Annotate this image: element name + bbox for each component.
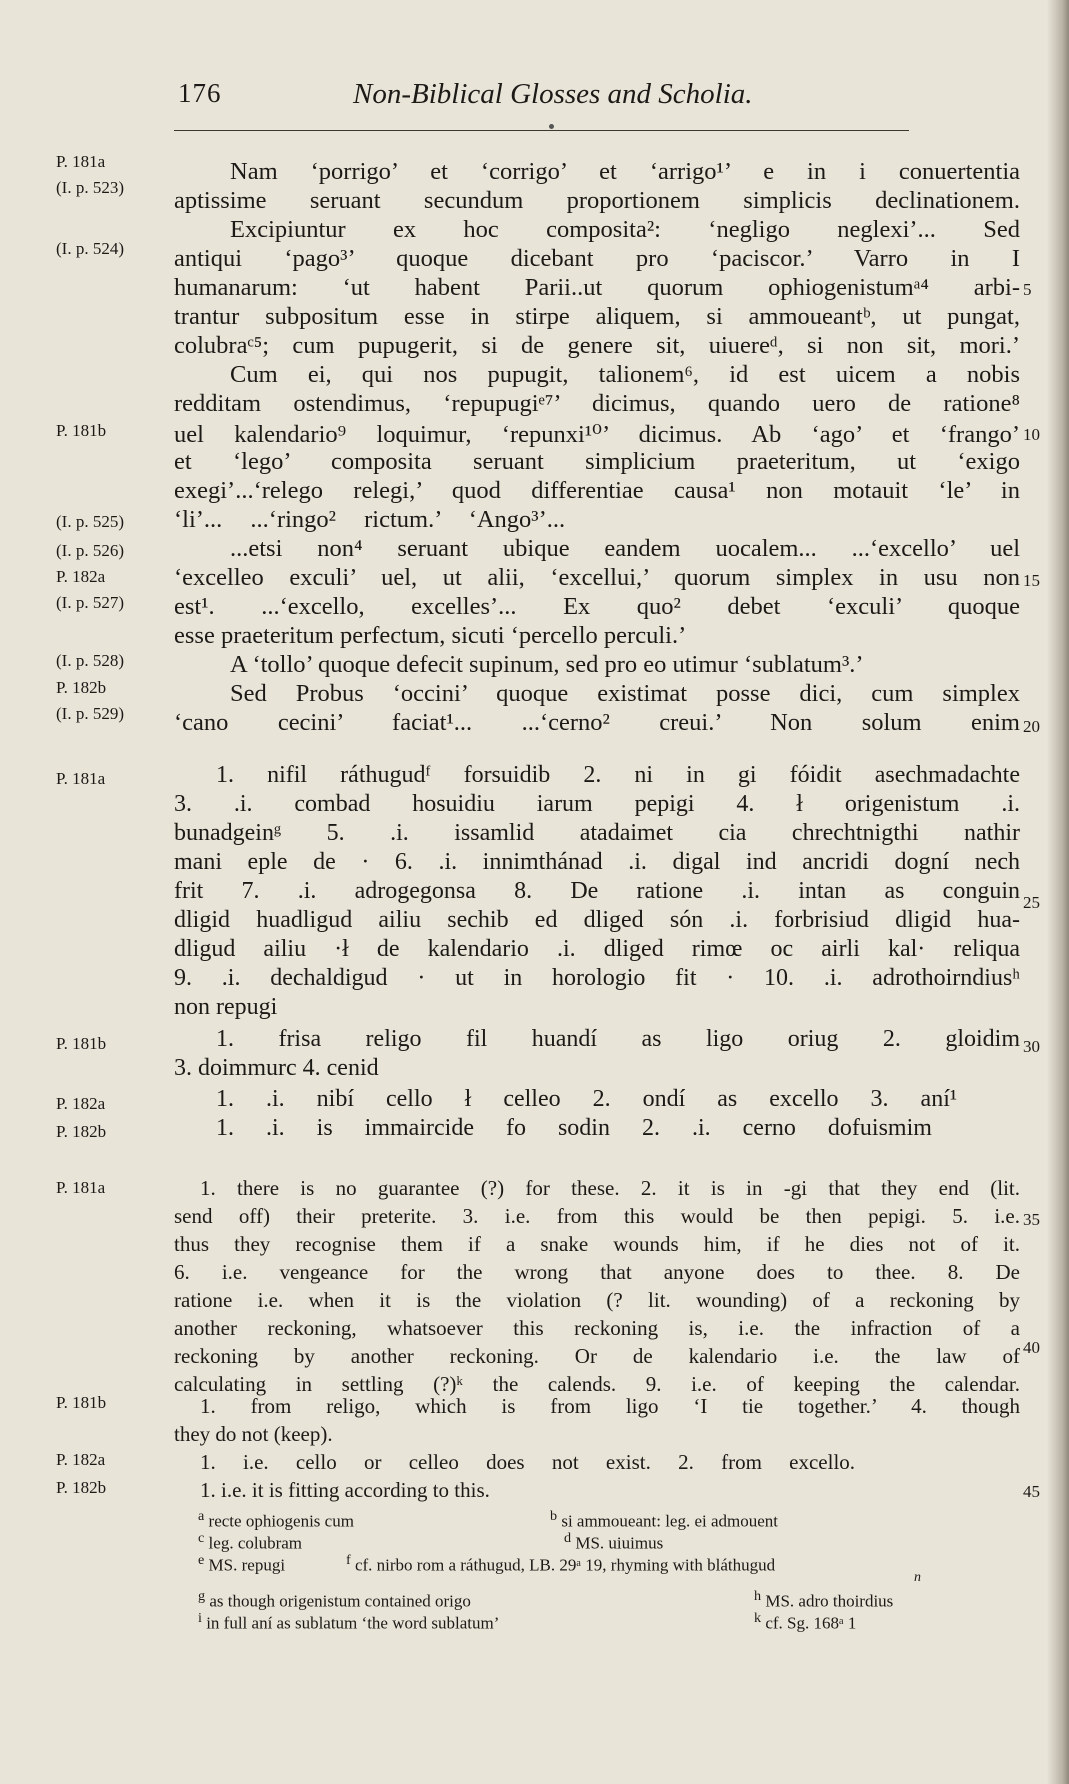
gloss-line: non repugi <box>174 994 278 1020</box>
text-line: trantur subpositum esse in stirpe aliquem, si ammoueantᵇ, ut pungat, <box>174 303 1020 330</box>
footnote-mark: a <box>198 1508 205 1524</box>
page-title: Non-Biblical Glosses and Scholia. <box>353 78 753 110</box>
translation-line: 1. i.e. it is fitting according to this. <box>200 1478 490 1502</box>
text-line: esse praeteritum perfectum, sicuti ‘percello perculi.’ <box>174 622 687 649</box>
footnote-mark: h <box>754 1588 762 1604</box>
gloss-line: 1. frisa religo fil huandí as ligo oriug 2. gloidim <box>216 1026 1020 1052</box>
translation-line: send off) their preterite. 3. i.e. from this would be then pepigi. 5. i.e. <box>174 1204 1020 1228</box>
line-number: 20 <box>1023 717 1040 736</box>
text-line: antiqui ‘pago³’ quoque dicebant pro ‘paciscor.’ Varro in I <box>174 245 1020 272</box>
line-number: 45 <box>1023 1482 1040 1501</box>
line-number: 5 <box>1023 280 1032 299</box>
line-number: 35 <box>1023 1210 1040 1229</box>
margin-ref: (I. p. 527) <box>56 593 124 612</box>
gloss-line: mani eple de · 6. .i. innimthánad .i. digal ind ancridi dogní nech <box>174 849 1020 875</box>
translation-line: ratione i.e. when it is the violation (? lit. wounding) of a reckoning by <box>174 1288 1020 1312</box>
footnote-mark: i <box>198 1610 202 1626</box>
text-line: est¹. ...‘excello, excelles’... Ex quo² debet ‘exculi’ quoque <box>174 593 1020 620</box>
footnote-text: leg. colubram <box>208 1533 303 1553</box>
footnote-mark: k <box>754 1610 762 1626</box>
translation-line: thus they recognise them if a snake wounds him, if he dies not of it. <box>174 1232 1020 1256</box>
translation-line: 1. from religo, which is from ligo ‘I tie together.’ 4. though <box>200 1394 1020 1418</box>
text-line: exegi’...‘relego relegi,’ quod differentiae causa¹ non motauit ‘le’ in <box>174 477 1020 504</box>
footnote-mark: c <box>198 1530 205 1546</box>
text-line: ‘li’... ...‘ringo² rictum.’ ‘Ango³’... <box>174 506 566 533</box>
footnote-h <box>754 1588 893 1612</box>
translation-line: they do not (keep). <box>174 1422 333 1446</box>
footnote-e <box>198 1552 285 1576</box>
line-number: 25 <box>1023 893 1040 912</box>
footnote-text: MS. adro thoirdius <box>765 1591 894 1611</box>
gloss-line: 9. .i. dechaldigud · ut in horologio fit · 10. .i. adrothoirndiusʰ <box>174 965 1020 991</box>
text-line: ‘excelleo exculi’ uel, ut alii, ‘excellui,’ quorum simplex in usu non <box>174 564 1020 591</box>
translation-line: another reckoning, whatsoever this reckoning is, i.e. the infraction of a <box>174 1316 1020 1340</box>
line-number: 15 <box>1023 571 1040 590</box>
margin-ref: (I. p. 523) <box>56 178 124 197</box>
translation-line: 1. i.e. cello or celleo does not exist. 2. from excello. <box>200 1450 856 1474</box>
translation-line: 1. there is no guarantee (?) for these. 2. it is in -gi that they end (lit. <box>200 1176 1020 1200</box>
footnote-text: in full aní as sublatum ‘the word sublatum’ <box>206 1613 500 1633</box>
footnote-text: cf. Sg. 168ᵃ 1 <box>765 1613 857 1633</box>
footnote-mark: d <box>564 1530 572 1546</box>
text-line: et ‘lego’ composita seruant simplicium praeteritum, ut ‘exigo <box>174 448 1020 475</box>
margin-ref: P. 182a <box>56 1450 106 1469</box>
footnote-mark: e <box>198 1552 205 1568</box>
gloss-line: 3. doimmurc 4. cenid <box>174 1055 379 1081</box>
gloss-line: 1. nifil ráthugudᶠ forsuidib 2. ni in gi fóidit asechmadachte <box>216 762 1020 788</box>
header-rule-dot <box>549 124 554 129</box>
footnote-text: cf. nirbo rom a ráthugud, LB. 29ᵃ 19, rhyming with bláthugud <box>354 1555 776 1575</box>
translation-line: reckoning by another reckoning. Or de kalendario i.e. the law of <box>174 1344 1020 1368</box>
footnote-mark: b <box>550 1508 558 1524</box>
text-line: aptissime seruant secundum proportionem simplicis declinationem. <box>174 187 1020 214</box>
margin-ref: P. 181a <box>56 1178 106 1197</box>
running-head <box>178 78 878 118</box>
page-spine-shadow <box>1047 0 1069 1784</box>
gloss-line: frit 7. .i. adrogegonsa 8. De ratione .i. intan as conguin <box>174 878 1020 904</box>
text-line: humanarum: ‘ut habent Parii..ut quorum ophiogenistumᵃ⁴ arbi- <box>174 274 1020 301</box>
footnote-d <box>564 1530 663 1554</box>
margin-ref: (I. p. 526) <box>56 541 124 560</box>
margin-ref: (I. p. 524) <box>56 239 124 258</box>
footnote-text: recte ophiogenis cum <box>208 1511 354 1531</box>
footnote-k <box>754 1610 856 1634</box>
text-line: Cum ei, qui nos pupugit, talionem⁶, id est uicem a nobis <box>230 361 1020 388</box>
text-line: uel kalendario⁹ loquimur, ‘repunxi¹⁰’ dicimus. Ab ‘ago’ et ‘frango’ <box>174 421 1020 448</box>
text-line: Sed Probus ‘occini’ quoque existimat posse dici, cum simplex <box>230 680 1020 707</box>
text-line: ...etsi non⁴ seruant ubique eandem uocalem... ...‘excello’ uel <box>230 535 1020 562</box>
translation-line: calculating in settling (?)ᵏ the calends. 9. i.e. of keeping the calendar. <box>174 1372 1020 1396</box>
margin-ref: (I. p. 525) <box>56 512 124 531</box>
translation-line: 6. i.e. vengeance for the wrong that anyone does to thee. 8. De <box>174 1260 1020 1284</box>
text-line: colubraᶜ⁵; cum pupugerit, si de genere sit, uiuereᵈ, si non sit, mori.’ <box>174 332 1020 359</box>
text-line: redditam ostendimus, ‘repupugiᵉ⁷’ dicimus, quando uero de ratione⁸ <box>174 390 1020 417</box>
text-line: Nam ‘porrigo’ et ‘corrigo’ et ‘arrigo¹’ e in i conuertentia <box>230 158 1020 185</box>
footnote-c <box>198 1530 302 1554</box>
margin-ref: P. 182b <box>56 678 107 697</box>
margin-ref: P. 181b <box>56 421 107 440</box>
margin-ref: P. 182a <box>56 1094 106 1113</box>
margin-ref: P. 182b <box>56 1478 107 1497</box>
footnote-g <box>198 1588 471 1612</box>
margin-ref: P. 181a <box>56 152 106 171</box>
footnote-text: as though origenistum contained origo <box>209 1591 471 1611</box>
text-line: ‘cano cecini’ faciat¹... ...‘cerno² creui.’ Non solum enim <box>174 709 1020 736</box>
margin-ref: P. 182a <box>56 567 106 586</box>
footnote-mark: f <box>346 1552 351 1568</box>
footnote-text: MS. uiuimus <box>575 1533 664 1553</box>
footnote-a <box>198 1508 354 1532</box>
gloss-line: bunadgeinᵍ 5. .i. issamlid atadaimet cia chrechtnigthi nathir <box>174 820 1020 846</box>
footnote-text: si ammoueant: leg. ei admouent <box>561 1511 779 1531</box>
margin-ref: P. 182b <box>56 1122 107 1141</box>
margin-ref: (I. p. 529) <box>56 704 124 723</box>
line-number: 10 <box>1023 425 1040 444</box>
footnote-mark: g <box>198 1588 206 1604</box>
page-number: 176 <box>178 78 222 108</box>
footnote-b <box>550 1508 778 1532</box>
gloss-line: dligid huadligud ailiu sechib ed dliged són .i. forbrisiud dligid hua- <box>174 907 1020 933</box>
gloss-line: dligud ailiu ·ł de kalendario .i. dliged rimœ oc airli kal· reliqua <box>174 936 1020 962</box>
gloss-line: 1. .i. is immaircide fo sodin 2. .i. cerno dofuismim <box>216 1115 932 1141</box>
footnote-f <box>346 1552 775 1576</box>
margin-ref: (I. p. 528) <box>56 651 124 670</box>
line-number: 30 <box>1023 1037 1040 1056</box>
header-rule <box>174 130 909 131</box>
gloss-line: 1. .i. nibí cello ł celleo 2. ondí as excello 3. aní¹ <box>216 1086 958 1112</box>
margin-ref: P. 181b <box>56 1393 107 1412</box>
footnote-f-superscript-n: n <box>914 1570 921 1585</box>
line-number: 40 <box>1023 1338 1040 1357</box>
footnote-i <box>198 1610 499 1634</box>
margin-ref: P. 181b <box>56 1034 107 1053</box>
text-line: A ‘tollo’ quoque defecit supinum, sed pro eo utimur ‘sublatum³.’ <box>230 651 864 678</box>
text-line: Excipiuntur ex hoc composita²: ‘negligo neglexi’... Sed <box>230 216 1020 243</box>
footnote-text: MS. repugi <box>208 1555 286 1575</box>
gloss-line: 3. .i. combad hosuidiu iarum pepigi 4. ł origenistum .i. <box>174 791 1020 817</box>
margin-ref: P. 181a <box>56 769 106 788</box>
